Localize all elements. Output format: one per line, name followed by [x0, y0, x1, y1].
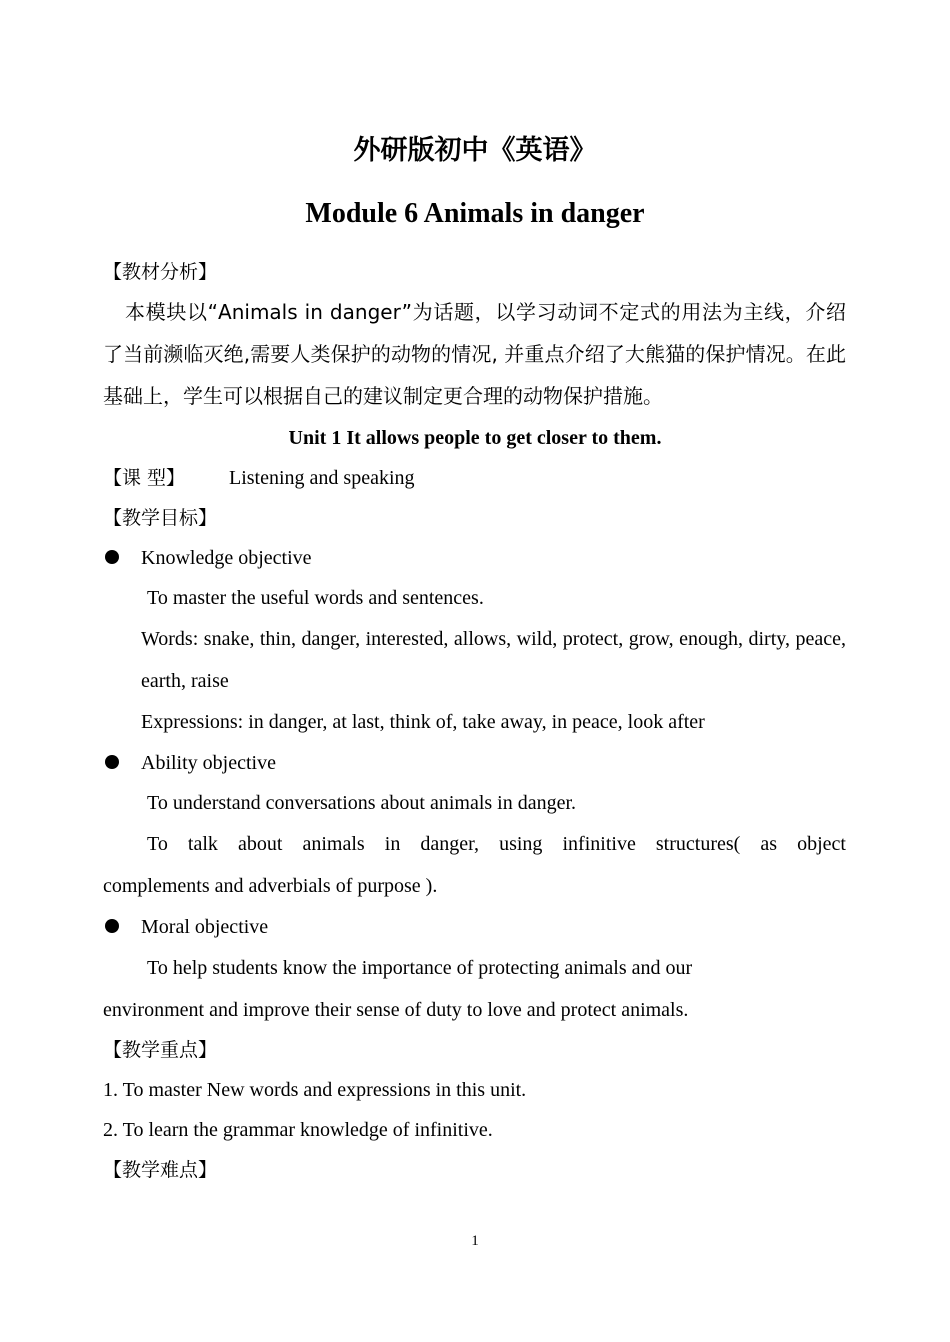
knowledge-words: Words: snake, thin, danger, interested, allows, wild, protect, grow, enough, dirty, peace, earth, raise: [141, 628, 846, 692]
bullet-icon: [105, 919, 119, 933]
bullet-icon: [105, 755, 119, 769]
key-point-item: 1. To master New words and expressions in this unit.: [103, 1079, 527, 1101]
knowledge-expressions: Expressions: in danger, at last, think of, take away, in peace, look after: [141, 711, 705, 733]
knowledge-objective-title: Knowledge objective: [141, 547, 312, 569]
lesson-type-label: 【课 型】: [103, 467, 186, 489]
key-point-item: 2. To learn the grammar knowledge of infinitive.: [103, 1119, 493, 1141]
ability-objective-line: To understand conversations about animals in danger.: [147, 792, 577, 814]
knowledge-objective-line: To master the useful words and sentences.: [147, 587, 484, 609]
document-title-cn: 外研版初中《英语》: [353, 135, 597, 166]
ability-objective-line2a: To talk about animals in danger, using infinitive structures( as object: [147, 833, 846, 855]
document-title-en: Module 6 Animals in danger: [305, 198, 645, 229]
lesson-type-value: Listening and speaking: [229, 467, 415, 489]
analysis-paragraph: 本模块以“Animals in danger”为话题，以学习动词不定式的用法为主线，介绍了当前濒临灭绝,需要人类保护的动物的情况, 并重点介绍了大熊猫的保护情况。在此基础上，学生可以根据自己的建议制定更合理的动物保护措施。: [103, 300, 846, 408]
page-number: 1: [471, 1233, 479, 1249]
difficult-points-heading: 【教学难点】: [103, 1159, 218, 1181]
ability-objective-title: Ability objective: [141, 752, 276, 774]
bullet-icon: [105, 550, 119, 564]
moral-objective-line1a: To help students know the importance of protecting animals and our: [147, 957, 693, 979]
ability-objective-line2b: complements and adverbials of purpose ).: [103, 875, 438, 897]
analysis-heading: 【教材分析】: [103, 261, 218, 283]
objectives-heading: 【教学目标】: [103, 507, 218, 529]
key-points-heading: 【教学重点】: [103, 1039, 218, 1061]
moral-objective-line1b: environment and improve their sense of duty to love and protect animals.: [103, 999, 689, 1021]
moral-objective-title: Moral objective: [141, 916, 269, 938]
unit-title: Unit 1 It allows people to get closer to them.: [288, 427, 662, 449]
